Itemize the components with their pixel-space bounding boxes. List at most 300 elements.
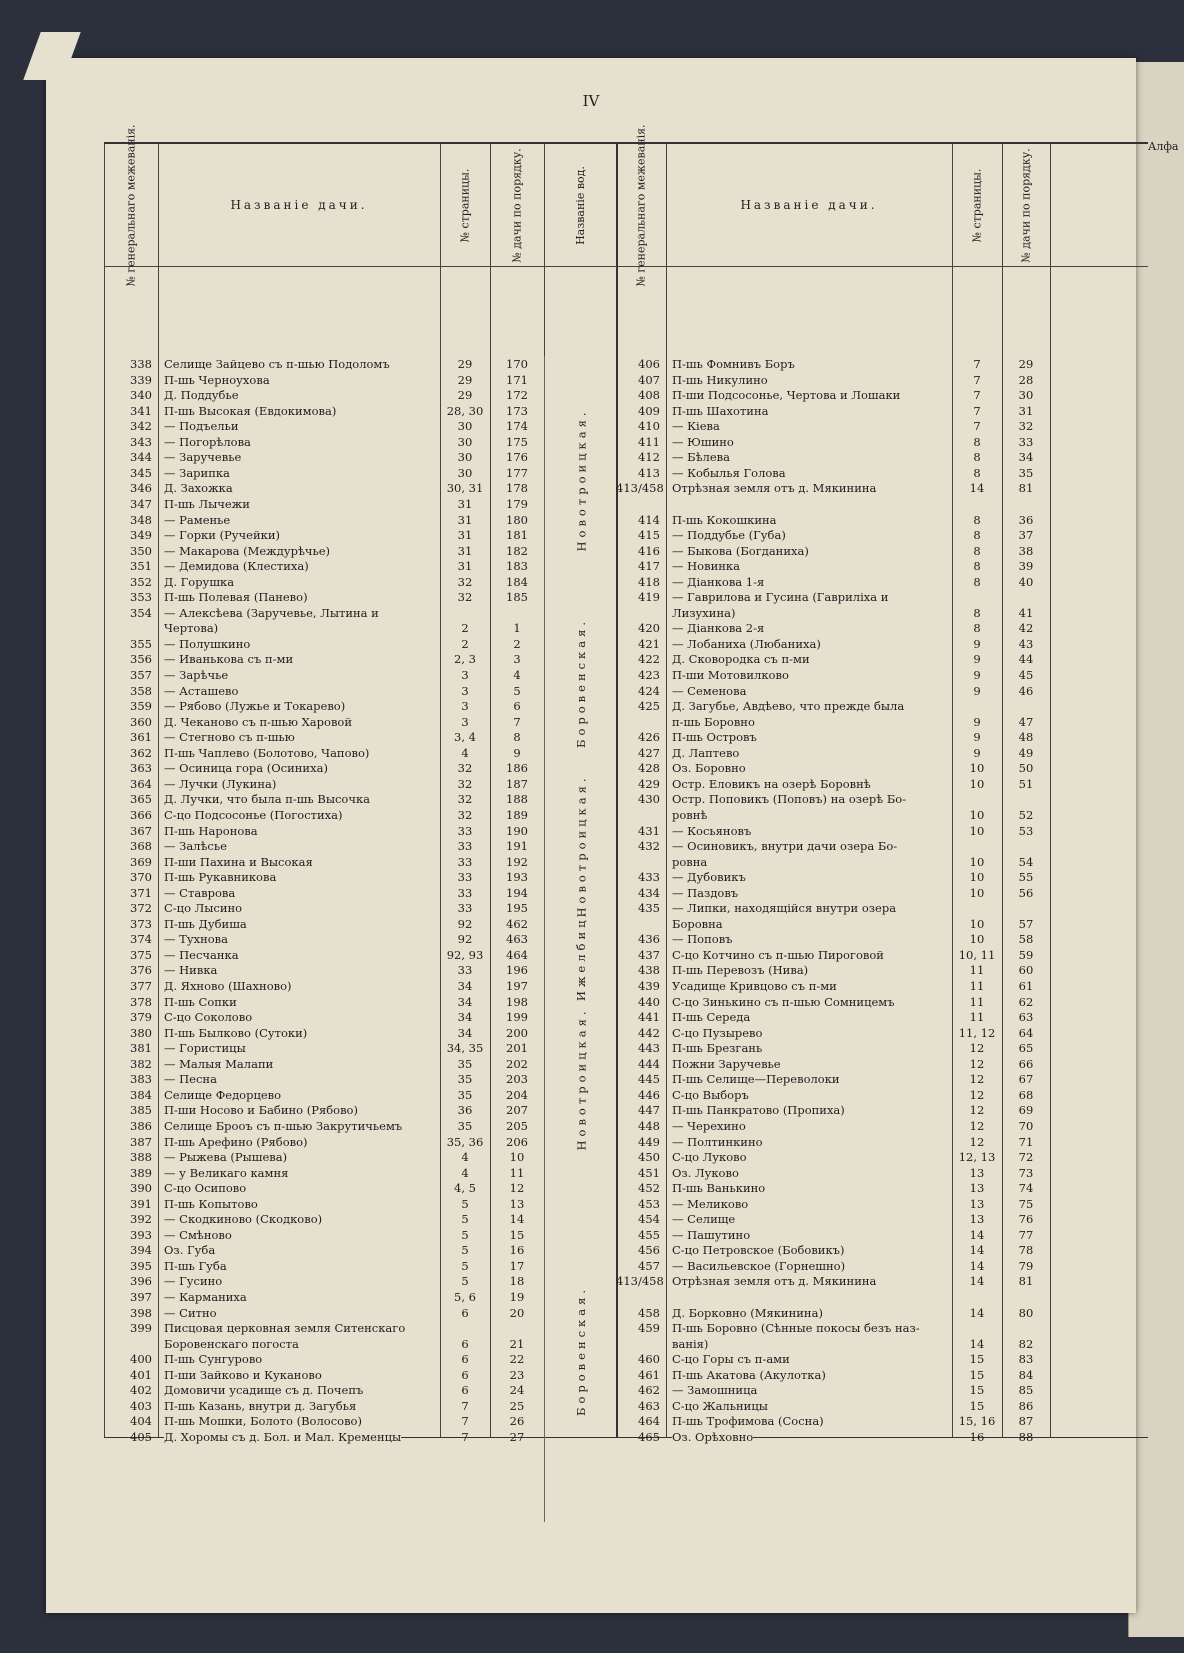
row-seq: 14: [509, 1212, 525, 1227]
row-seq: 48: [1018, 730, 1034, 745]
row-number: 354: [130, 605, 152, 620]
row-seq: 198: [506, 994, 528, 1009]
row-seq: 7: [513, 714, 521, 729]
row-number: 405: [130, 1429, 152, 1444]
header-page-right: № страницы.: [970, 168, 984, 242]
row-name: Д. Чеканово съ п-шью Харовой . . .: [164, 714, 436, 730]
row-name: — Гористицы . . .: [164, 1040, 436, 1056]
row-seq: 39: [1018, 559, 1034, 574]
row-page: 10: [969, 807, 985, 822]
row-page: 5: [461, 1212, 469, 1227]
row-seq: 70: [1018, 1118, 1034, 1133]
row-name: Селище Зайцево съ п-шью Подоломъ . . .: [164, 356, 436, 372]
row-seq: 171: [506, 372, 528, 387]
row-seq: 67: [1018, 1072, 1034, 1087]
row-name: — Юшино . . .: [672, 434, 948, 450]
row-page: 35: [457, 1056, 473, 1071]
row-name: П-шь Полевая (Панево) . . .: [164, 589, 436, 605]
row-page: 10: [969, 932, 985, 947]
row-name: — Карманиха . . .: [164, 1289, 436, 1305]
header-num-right: № генеральнаго межеванія.: [634, 123, 648, 287]
row-seq: [1002, 791, 1050, 807]
row-number: 367: [130, 823, 152, 838]
row-name: — Кобылья Голова . . .: [672, 465, 948, 481]
row-name: П-шь Кокошкина . . .: [672, 512, 948, 528]
row-number: 342: [130, 419, 152, 434]
row-name: — Осиновикъ, внутри дачи озера Бо- . . .: [672, 838, 948, 854]
row-number: 408: [638, 388, 660, 403]
row-seq: 43: [1018, 636, 1034, 651]
row-name: — Діанкова 2-я . . .: [672, 620, 948, 636]
row-page: 29: [457, 372, 473, 387]
row-seq: 42: [1018, 621, 1034, 636]
row-name: Д. Горушка . . .: [164, 574, 436, 590]
row-number: 386: [130, 1118, 152, 1133]
row-name: Остр. Еловикъ на озерѣ Боровнѣ . . .: [672, 776, 948, 792]
row-seq: 82: [1018, 1336, 1034, 1351]
row-number: 364: [130, 776, 152, 791]
row-page: 11, 12: [958, 1025, 996, 1040]
row-name: П-ши Зайково и Куканово . . .: [164, 1367, 436, 1383]
row-page: [440, 605, 490, 621]
volost-group-label: Боровенская.: [544, 605, 617, 761]
row-page: 15: [969, 1383, 985, 1398]
row-page: [952, 900, 1002, 916]
row-seq: 22: [509, 1352, 525, 1367]
header-name: Названіе дачи.: [230, 198, 368, 212]
row-number: 375: [130, 947, 152, 962]
row-number: 438: [638, 963, 660, 978]
row-seq: 41: [1018, 605, 1034, 620]
row-page: 7: [461, 1429, 469, 1444]
row-page: 8: [973, 465, 981, 480]
row-number: 458: [638, 1305, 660, 1320]
row-name: Д. Лучки, что была п-шь Высочка . . .: [164, 791, 436, 807]
row-seq: 80: [1018, 1305, 1034, 1320]
row-name: Боровенскаго погоста . . .: [164, 1336, 436, 1352]
row-seq: 462: [506, 916, 528, 931]
row-name: Домовичи усадище съ д. Почепъ . . .: [164, 1382, 436, 1398]
row-number: 457: [638, 1258, 660, 1273]
row-seq: 195: [506, 901, 528, 916]
row-name: П-шь Рукавникова . . .: [164, 869, 436, 885]
row-page: 7: [973, 372, 981, 387]
row-page: [952, 1289, 1002, 1305]
row-number: 385: [130, 1103, 152, 1118]
row-number: 447: [638, 1103, 660, 1118]
row-number: 448: [638, 1118, 660, 1133]
row-number: [616, 496, 666, 512]
row-number: 417: [638, 559, 660, 574]
row-name: ровнѣ . . .: [672, 807, 948, 823]
row-seq: 77: [1018, 1227, 1034, 1242]
row-seq: 2: [513, 636, 521, 651]
row-name: — Меликово . . .: [672, 1196, 948, 1212]
row-name: — Раменье . . .: [164, 512, 436, 528]
row-name: П-шь Черноухова . . .: [164, 372, 436, 388]
row-seq: 35: [1018, 465, 1034, 480]
row-number: 418: [638, 574, 660, 589]
row-name: — Семенова . . .: [672, 683, 948, 699]
row-page: 3: [461, 683, 469, 698]
row-number: 407: [638, 372, 660, 387]
row-page: 7: [973, 357, 981, 371]
row-number: 406: [638, 357, 660, 371]
row-name: Остр. Поповикъ (Поповъ) на озерѣ Бо- . . .: [672, 791, 948, 807]
row-number: 366: [130, 807, 152, 822]
row-page: 29: [457, 388, 473, 403]
row-name: П-шь Акатова (Акулотка) . . .: [672, 1367, 948, 1383]
volost-group-label: Новотроицкая.: [544, 760, 617, 931]
row-seq: 206: [506, 1134, 528, 1149]
row-page: 8: [973, 559, 981, 574]
row-name: П-ши Мотовилково . . .: [672, 667, 948, 683]
row-number: 414: [638, 512, 660, 527]
row-name: — Ставрова . . .: [164, 885, 436, 901]
row-seq: 20: [509, 1305, 525, 1320]
row-name: Пожни Заручевье . . .: [672, 1056, 948, 1072]
row-page: 35, 36: [446, 1134, 484, 1149]
row-number: 437: [638, 947, 660, 962]
row-page: 31: [457, 528, 473, 543]
row-name: — Поддубье (Губа) . . .: [672, 527, 948, 543]
row-seq: 81: [1018, 481, 1034, 496]
row-number: 435: [638, 901, 660, 916]
row-page: 10: [969, 870, 985, 885]
row-page: 8: [973, 574, 981, 589]
volost-group-label: Новотроицкая.: [544, 978, 617, 1180]
row-page: 10: [969, 823, 985, 838]
row-seq: 202: [506, 1056, 528, 1071]
row-number: 463: [638, 1398, 660, 1413]
row-number: 352: [130, 574, 152, 589]
row-page: 4: [461, 745, 469, 760]
row-page: 8: [973, 605, 981, 620]
row-name: — Васильевское (Горнешно) . . .: [672, 1258, 948, 1274]
row-number: [616, 1289, 666, 1305]
row-number: 356: [130, 652, 152, 667]
row-seq: 52: [1018, 807, 1034, 822]
row-name: — Макарова (Междурѣчье) . . .: [164, 543, 436, 559]
row-number: 378: [130, 994, 152, 1009]
row-number: 398: [130, 1305, 152, 1320]
row-number: 353: [130, 590, 152, 605]
row-seq: 175: [506, 434, 528, 449]
row-name: П-шь Дубиша . . .: [164, 916, 436, 932]
row-page: 14: [969, 1305, 985, 1320]
row-seq: 188: [506, 792, 528, 807]
row-number: 462: [638, 1383, 660, 1398]
row-page: 9: [973, 745, 981, 760]
row-page: 32: [457, 807, 473, 822]
row-name: С-цо Жальницы . . .: [672, 1398, 948, 1414]
row-number: 365: [130, 792, 152, 807]
row-page: 2: [461, 636, 469, 651]
row-number: 358: [130, 683, 152, 698]
row-seq: 8: [513, 730, 521, 745]
row-page: 3: [461, 714, 469, 729]
row-page: 7: [973, 403, 981, 418]
row-seq: 34: [1018, 450, 1034, 465]
row-page: 10: [969, 854, 985, 869]
row-name: — Зарѣчье . . .: [164, 667, 436, 683]
row-page: 6: [461, 1367, 469, 1382]
row-number: [104, 1336, 158, 1352]
row-page: 36: [457, 1103, 473, 1118]
row-seq: 72: [1018, 1150, 1034, 1165]
row-number: 413/458: [616, 1274, 664, 1289]
row-page: 12: [969, 1087, 985, 1102]
row-name: — Подъельи . . .: [164, 418, 436, 434]
row-page: 35: [457, 1118, 473, 1133]
row-name: С-цо Выборъ . . .: [672, 1087, 948, 1103]
row-number: 379: [130, 1010, 152, 1025]
row-number: 384: [130, 1087, 152, 1102]
row-number: [616, 1336, 666, 1352]
row-name: — Песна . . .: [164, 1071, 436, 1087]
row-seq: [1002, 838, 1050, 854]
row-name: Д. Захожка . . .: [164, 480, 436, 496]
header-vod: Названіе вод.: [573, 165, 587, 245]
row-name: — Залѣсье . . .: [164, 838, 436, 854]
row-seq: [1002, 698, 1050, 714]
row-seq: 64: [1018, 1025, 1034, 1040]
row-number: 361: [130, 730, 152, 745]
row-name: П-ши Подсосонье, Чертова и Лошаки . . .: [672, 387, 948, 403]
row-page: 6: [461, 1352, 469, 1367]
row-seq: 9: [513, 745, 521, 760]
row-number: 423: [638, 668, 660, 682]
row-number: 401: [130, 1367, 152, 1382]
row-name: С-цо Лысино . . .: [164, 900, 436, 916]
row-page: 9: [973, 683, 981, 698]
row-seq: 174: [506, 419, 528, 434]
row-number: 388: [130, 1150, 152, 1165]
row-page: 7: [973, 419, 981, 434]
row-number: 377: [130, 979, 152, 993]
row-name: — Замошница . . .: [672, 1382, 948, 1398]
row-name: П-шь Боровно (Сѣнные покосы безъ наз- . . .: [672, 1320, 948, 1336]
row-seq: 180: [506, 512, 528, 527]
row-number: 370: [130, 870, 152, 885]
row-seq: 10: [509, 1150, 525, 1165]
row-number: 338: [130, 357, 152, 371]
row-name: ванія) . . .: [672, 1336, 948, 1352]
row-number: 402: [130, 1383, 152, 1398]
row-number: 461: [638, 1367, 660, 1382]
row-page: 34: [457, 1025, 473, 1040]
row-page: 34: [457, 1010, 473, 1025]
row-number: 363: [130, 761, 152, 776]
row-number: 416: [638, 543, 660, 558]
row-seq: 84: [1018, 1367, 1034, 1382]
row-page: 15, 16: [958, 1414, 996, 1429]
row-number: 345: [130, 465, 152, 480]
row-seq: 191: [506, 839, 528, 854]
row-number: 449: [638, 1134, 660, 1149]
row-number: 443: [638, 1041, 660, 1056]
row-page: 14: [969, 1274, 985, 1289]
row-seq: 190: [506, 823, 528, 838]
row-seq: [1002, 1320, 1050, 1336]
row-page: 9: [973, 636, 981, 651]
row-page: 92, 93: [446, 947, 484, 962]
row-number: 404: [130, 1414, 152, 1429]
row-seq: 59: [1018, 947, 1034, 962]
row-name: Д. Загубье, Авдѣево, что прежде была . . .: [672, 698, 948, 714]
row-page: 31: [457, 496, 473, 511]
row-seq: 16: [509, 1243, 525, 1258]
row-page: 31: [457, 512, 473, 527]
row-seq: 176: [506, 450, 528, 465]
row-number: 395: [130, 1258, 152, 1273]
row-number: 422: [638, 652, 660, 667]
row-seq: 66: [1018, 1056, 1034, 1071]
row-number: 409: [638, 403, 660, 418]
row-seq: 204: [506, 1087, 528, 1102]
row-page: 5: [461, 1274, 469, 1289]
row-name: С-цо Соколово . . .: [164, 1009, 436, 1025]
row-page: 13: [969, 1196, 985, 1211]
row-seq: 63: [1018, 1010, 1034, 1025]
row-name: — Осиница гора (Осиниха) . . .: [164, 760, 436, 776]
row-name: — Лобаниха (Любаниха) . . .: [672, 636, 948, 652]
row-page: 33: [457, 901, 473, 916]
row-name: П-шь Никулино . . .: [672, 372, 948, 388]
row-name: — Діанкова 1-я . . .: [672, 574, 948, 590]
row-seq: 55: [1018, 870, 1034, 885]
row-name: П-шь Ванькино . . .: [672, 1180, 948, 1196]
row-number: 432: [638, 839, 660, 854]
row-page: 4: [461, 1150, 469, 1165]
row-number: 460: [638, 1352, 660, 1367]
row-seq: 83: [1018, 1352, 1034, 1367]
row-number: 430: [638, 792, 660, 807]
row-page: 8: [973, 434, 981, 449]
row-number: [616, 854, 666, 870]
row-page: [952, 838, 1002, 854]
row-number: 436: [638, 932, 660, 947]
row-number: 391: [130, 1196, 152, 1211]
row-name: П-шь Перевозъ (Нива) . . .: [672, 962, 948, 978]
row-page: 8: [973, 512, 981, 527]
row-seq: 46: [1018, 683, 1034, 698]
row-name: — Тухнова . . .: [164, 931, 436, 947]
row-number: [104, 620, 158, 636]
row-seq: 4: [513, 668, 521, 682]
row-page: 6: [461, 1383, 469, 1398]
row-seq: [1002, 589, 1050, 605]
row-number: 368: [130, 839, 152, 854]
row-name: П-шь Былково (Сутоки) . . .: [164, 1025, 436, 1041]
row-page: 13: [969, 1181, 985, 1196]
row-seq: 81: [1018, 1274, 1034, 1289]
row-seq: 73: [1018, 1165, 1034, 1180]
row-number: 399: [130, 1321, 152, 1336]
row-name: — Селище . . .: [672, 1211, 948, 1227]
row-seq: 54: [1018, 854, 1034, 869]
row-seq: 38: [1018, 543, 1034, 558]
row-seq: 62: [1018, 994, 1034, 1009]
row-seq: [1002, 900, 1050, 916]
row-name: — Скодкиново (Скодково) . . .: [164, 1211, 436, 1227]
row-seq: 32: [1018, 419, 1034, 434]
row-number: 392: [130, 1212, 152, 1227]
volost-group-label: Новотроицкая.: [544, 356, 617, 605]
row-name: Д. Хоромы съ д. Бол. и Мал. Кременцы . . .: [164, 1429, 436, 1445]
row-page: 10, 11: [958, 947, 996, 962]
row-page: 10: [969, 776, 985, 791]
row-seq: 76: [1018, 1212, 1034, 1227]
row-page: 2: [461, 621, 469, 636]
row-page: 4, 5: [454, 1181, 476, 1196]
row-page: 32: [457, 792, 473, 807]
row-number: 371: [130, 885, 152, 900]
row-seq: 61: [1018, 979, 1034, 993]
row-page: [440, 1320, 490, 1336]
row-page: 13: [969, 1165, 985, 1180]
row-name: С-цо Зинькино съ п-шью Сомницемъ . . .: [672, 994, 948, 1010]
row-page: 11: [969, 963, 985, 978]
row-name: Д. Сковородка съ п-ми . . .: [672, 651, 948, 667]
row-number: 373: [130, 916, 152, 931]
row-name: — Полтинкино . . .: [672, 1134, 948, 1150]
row-number: 347: [130, 496, 152, 511]
row-page: 15: [969, 1352, 985, 1367]
row-number: 411: [638, 434, 660, 449]
row-seq: [490, 1320, 544, 1336]
row-page: 92: [457, 916, 473, 931]
row-page: 10: [969, 885, 985, 900]
row-number: 372: [130, 901, 152, 916]
row-page: 32: [457, 761, 473, 776]
next-page-fragment: Алфа: [1148, 140, 1179, 153]
row-number: 450: [638, 1150, 660, 1165]
row-number: [616, 714, 666, 730]
row-seq: [490, 605, 544, 621]
row-seq: 13: [509, 1196, 525, 1211]
row-page: 7: [461, 1398, 469, 1413]
row-name: С-цо Подсосонье (Погостиха) . . .: [164, 807, 436, 823]
row-seq: 18: [509, 1274, 525, 1289]
row-number: 426: [638, 730, 660, 745]
row-page: 14: [969, 1243, 985, 1258]
row-seq: 86: [1018, 1398, 1034, 1413]
row-name: — Черехино . . .: [672, 1118, 948, 1134]
row-number: 390: [130, 1181, 152, 1196]
row-number: 429: [638, 776, 660, 791]
row-page: 33: [457, 823, 473, 838]
row-number: 396: [130, 1274, 152, 1289]
row-seq: 203: [506, 1072, 528, 1087]
row-seq: 15: [509, 1227, 525, 1242]
row-page: 6: [461, 1336, 469, 1351]
row-number: 446: [638, 1087, 660, 1102]
row-name: — Новинка . . .: [672, 558, 948, 574]
row-seq: 196: [506, 963, 528, 978]
row-name: С-цо Петровское (Бобовикъ) . . .: [672, 1242, 948, 1258]
row-page: 3: [461, 668, 469, 682]
row-number: 340: [130, 388, 152, 403]
row-name: П-шь Лычежи . . .: [164, 496, 436, 512]
row-name: Боровна . . .: [672, 916, 948, 932]
row-number: 382: [130, 1056, 152, 1071]
row-seq: 187: [506, 776, 528, 791]
document-page: [46, 58, 1136, 1613]
row-page: 13: [969, 1212, 985, 1227]
row-page: 11: [969, 979, 985, 993]
row-name: — Нивка . . .: [164, 962, 436, 978]
